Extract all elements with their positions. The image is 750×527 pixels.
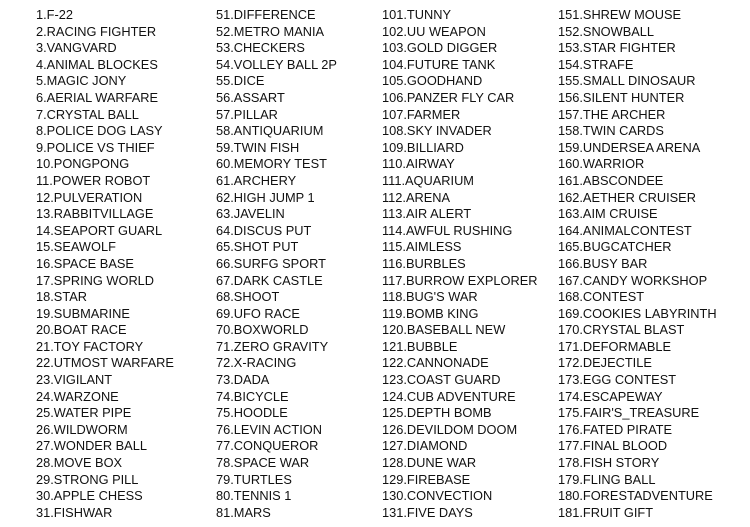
game-title: 111.AQUARIUM: [382, 172, 474, 188]
game-title: 171.DEFORMABLE: [558, 338, 672, 354]
game-title: 25.WATER PIPE: [36, 405, 132, 421]
game-column: [36, 7, 174, 521]
game-title: 55.DICE: [216, 73, 265, 89]
game-title: 3.VANGVARD: [36, 40, 117, 56]
game-title: 163.AIM CRUISE: [558, 206, 658, 222]
game-title: 180.FORESTADVENTURE: [558, 488, 713, 504]
game-title: 153.STAR FIGHTER: [558, 40, 676, 56]
game-title: 62.HIGH JUMP 1: [216, 189, 315, 205]
game-title: 107.FARMER: [382, 106, 461, 122]
game-title: 52.METRO MANIA: [216, 23, 325, 39]
game-title: 164.ANIMALCONTEST: [558, 222, 692, 238]
game-title: 6.AERIAL WARFARE: [36, 89, 159, 105]
game-title: 176.FATED PIRATE: [558, 421, 673, 437]
game-title: 179.FLING BALL: [558, 471, 656, 487]
game-title: 155.SMALL DINOSAUR: [558, 73, 696, 89]
game-title: 30.APPLE CHESS: [36, 488, 143, 504]
game-title: 13.RABBITVILLAGE: [36, 206, 154, 222]
game-title: 106.PANZER FLY CAR: [382, 89, 515, 105]
game-title: 110.AIRWAY: [382, 156, 455, 172]
game-title: 4.ANIMAL BLOCKES: [36, 56, 158, 72]
game-title: 54.VOLLEY BALL 2P: [216, 56, 337, 72]
game-title: 162.AETHER CRUISER: [558, 189, 696, 205]
game-title: 59.TWIN FISH: [216, 139, 300, 155]
game-title: 178.FISH STORY: [558, 455, 660, 471]
game-title: 78.SPACE WAR: [216, 455, 310, 471]
game-title: 31.FISHWAR: [36, 504, 113, 520]
game-title: 5.MAGIC JONY: [36, 73, 127, 89]
game-title: 181.FRUIT GIFT: [558, 504, 654, 520]
game-title: 19.SUBMARINE: [36, 305, 130, 321]
game-title: 76.LEVIN ACTION: [216, 421, 322, 437]
game-title: 177.FINAL BLOOD: [558, 438, 668, 454]
game-title: 103.GOLD DIGGER: [382, 40, 498, 56]
game-title: 24.WARZONE: [36, 388, 119, 404]
game-title: 157.THE ARCHER: [558, 106, 666, 122]
game-title: 69.UFO RACE: [216, 305, 300, 321]
game-title: 29.STRONG PILL: [36, 471, 139, 487]
game-title: 75.HOODLE: [216, 405, 288, 421]
game-title: 72.X-RACING: [216, 355, 297, 371]
game-title: 15.SEAWOLF: [36, 239, 116, 255]
game-title: 57.PILLAR: [216, 106, 278, 122]
game-title: 60.MEMORY TEST: [216, 156, 327, 172]
game-list: [0, 7, 750, 527]
game-title: 123.COAST GUARD: [382, 372, 501, 388]
game-title: 158.TWIN CARDS: [558, 123, 664, 139]
game-title: 63.JAVELIN: [216, 206, 285, 222]
game-title: 125.DEPTH BOMB: [382, 405, 492, 421]
game-title: 23.VIGILANT: [36, 372, 113, 388]
game-title: 104.FUTURE TANK: [382, 56, 496, 72]
game-column: [216, 7, 337, 521]
game-title: 174.ESCAPEWAY: [558, 388, 663, 404]
game-title: 18.STAR: [36, 289, 87, 305]
game-title: 116.BURBLES: [382, 255, 466, 271]
game-title: 168.CONTEST: [558, 289, 645, 305]
game-title: 80.TENNIS 1: [216, 488, 292, 504]
game-column: [382, 7, 538, 521]
game-title: 61.ARCHERY: [216, 172, 297, 188]
game-title: 112.ARENA: [382, 189, 451, 205]
game-title: 7.CRYSTAL BALL: [36, 106, 139, 122]
game-title: 108.SKY INVADER: [382, 123, 492, 139]
game-title: 109.BILLIARD: [382, 139, 464, 155]
game-title: 173.EGG CONTEST: [558, 372, 677, 388]
game-title: 105.GOODHAND: [382, 73, 483, 89]
game-title: 122.CANNONADE: [382, 355, 489, 371]
game-title: 130.CONVECTION: [382, 488, 493, 504]
game-title: 9.POLICE VS THIEF: [36, 139, 155, 155]
game-title: 161.ABSCONDEE: [558, 172, 664, 188]
game-title: 17.SPRING WORLD: [36, 272, 155, 288]
game-title: 14.SEAPORT GUARL: [36, 222, 163, 238]
game-title: 1.F-22: [36, 7, 73, 22]
game-title: 70.BOXWORLD: [216, 322, 309, 338]
game-title: 151.SHREW MOUSE: [558, 7, 682, 22]
game-title: 169.COOKIES LABYRINTH: [558, 305, 717, 321]
game-title: 154.STRAFE: [558, 56, 634, 72]
game-title: 66.SURFG SPORT: [216, 255, 326, 271]
game-title: 160.WARRIOR: [558, 156, 645, 172]
game-title: 79.TURTLES: [216, 471, 292, 487]
game-title: 12.PULVERATION: [36, 189, 143, 205]
game-title: 120.BASEBALL NEW: [382, 322, 506, 338]
game-title: 22.UTMOST WARFARE: [36, 355, 174, 371]
game-title: 8.POLICE DOG LASY: [36, 123, 163, 139]
game-title: 129.FIREBASE: [382, 471, 471, 487]
game-title: 11.POWER ROBOT: [36, 172, 151, 188]
game-title: 102.UU WEAPON: [382, 23, 486, 39]
game-title: 167.CANDY WORKSHOP: [558, 272, 708, 288]
game-title: 74.BICYCLE: [216, 388, 289, 404]
game-title: 119.BOMB KING: [382, 305, 479, 321]
game-title: 121.BUBBLE: [382, 338, 458, 354]
game-title: 101.TUNNY: [382, 7, 451, 22]
game-title: 2.RACING FIGHTER: [36, 23, 157, 39]
game-title: 51.DIFFERENCE: [216, 7, 316, 22]
game-column: [558, 7, 717, 521]
game-title: 67.DARK CASTLE: [216, 272, 323, 288]
game-title: 81.MARS: [216, 504, 271, 520]
game-title: 175.FAIR'S_TREASURE: [558, 405, 700, 421]
game-title: 56.ASSART: [216, 89, 285, 105]
game-title: 26.WILDWORM: [36, 421, 128, 437]
game-title: 117.BURROW EXPLORER: [382, 272, 538, 288]
game-title: 68.SHOOT: [216, 289, 280, 305]
game-title: 127.DIAMOND: [382, 438, 468, 454]
game-title: 113.AIR ALERT: [382, 206, 472, 222]
game-title: 77.CONQUEROR: [216, 438, 319, 454]
game-title: 166.BUSY BAR: [558, 255, 648, 271]
game-title: 131.FIVE DAYS: [382, 504, 473, 520]
game-title: 27.WONDER BALL: [36, 438, 147, 454]
game-title: 118.BUG'S WAR: [382, 289, 478, 305]
game-title: 28.MOVE BOX: [36, 455, 123, 471]
game-title: 21.TOY FACTORY: [36, 338, 144, 354]
game-title: 170.CRYSTAL BLAST: [558, 322, 685, 338]
game-title: 156.SILENT HUNTER: [558, 89, 685, 105]
game-title: 165.BUGCATCHER: [558, 239, 672, 255]
game-title: 114.AWFUL RUSHING: [382, 222, 513, 238]
game-title: 16.SPACE BASE: [36, 255, 134, 271]
game-title: 128.DUNE WAR: [382, 455, 477, 471]
game-title: 124.CUB ADVENTURE: [382, 388, 516, 404]
game-title: 53.CHECKERS: [216, 40, 305, 56]
game-title: 159.UNDERSEA ARENA: [558, 139, 701, 155]
game-title: 10.PONGPONG: [36, 156, 130, 172]
game-title: 64.DISCUS PUT: [216, 222, 312, 238]
game-title: 152.SNOWBALL: [558, 23, 655, 39]
game-title: 20.BOAT RACE: [36, 322, 127, 338]
game-title: 73.DADA: [216, 372, 270, 388]
game-title: 172.DEJECTILE: [558, 355, 652, 371]
game-title: 65.SHOT PUT: [216, 239, 299, 255]
game-title: 115.AIMLESS: [382, 239, 462, 255]
game-title: 71.ZERO GRAVITY: [216, 338, 329, 354]
game-title: 126.DEVILDOM DOOM: [382, 421, 518, 437]
game-title: 58.ANTIQUARIUM: [216, 123, 324, 139]
